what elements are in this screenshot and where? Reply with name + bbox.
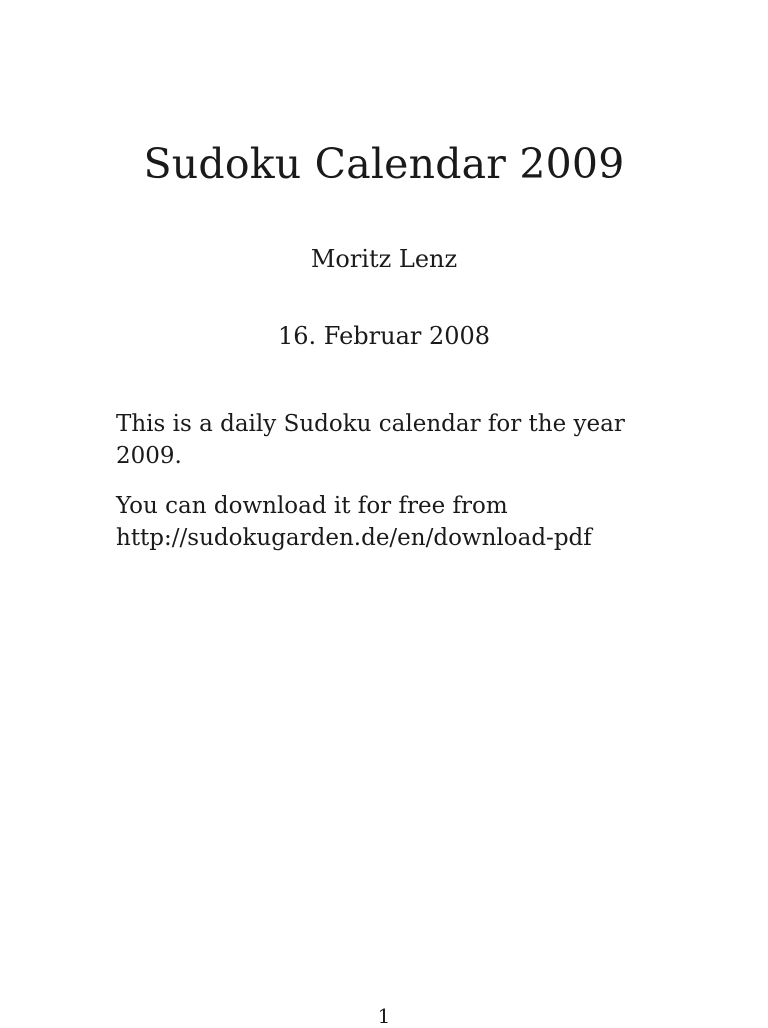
download-url: http://sudokugarden.de/en/download-pdf	[116, 525, 592, 551]
paragraph-line: You can download it for free from	[116, 493, 508, 519]
paragraph-line: 2009.	[116, 443, 182, 469]
paragraph-line: This is a daily Sudoku calendar for the year	[116, 411, 625, 437]
page-number: 1	[377, 1004, 391, 1028]
intro-paragraph	[116, 408, 676, 472]
document-title: Sudoku Calendar 2009	[143, 140, 625, 188]
document-author: Moritz Lenz	[310, 245, 458, 273]
download-paragraph	[116, 490, 676, 554]
document-date: 16. Februar 2008	[277, 322, 491, 350]
